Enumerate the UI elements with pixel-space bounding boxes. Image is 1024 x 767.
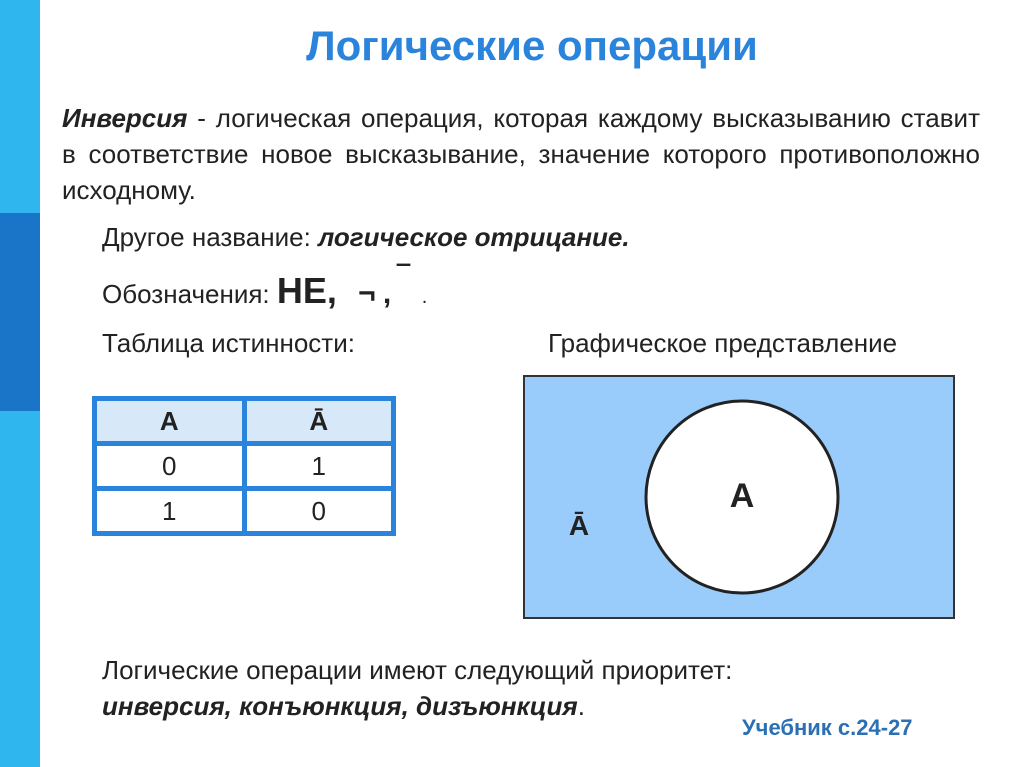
notation-line [102, 261, 428, 312]
table-row [95, 489, 394, 534]
venn-diagram [523, 375, 955, 619]
outside-label: Ā [568, 510, 590, 541]
negation-symbol: ¬ [358, 277, 376, 310]
priority-end: . [577, 691, 585, 721]
header-a: A [95, 399, 245, 444]
table-row [95, 444, 394, 489]
textbook-reference: Учебник с.24-27 [742, 715, 913, 740]
definition-term: Инверсия [62, 103, 188, 133]
circle-label: A [729, 477, 755, 515]
truth-table [92, 396, 396, 536]
other-name-line [102, 222, 630, 253]
graphic-label: Графическое представление [548, 328, 898, 358]
definition-text: - логическая операция, которая каждому высказыванию ставит в соответствие новое высказывание, значение которого противоположно исходному. [62, 103, 980, 205]
side-accent-highlight [0, 213, 40, 411]
other-name-value: логическое отрицание. [318, 222, 630, 252]
page-title: Логические операции [306, 22, 758, 69]
priority-line: Логические операции имеют следующий приоритет: [102, 655, 733, 685]
other-name-label: Другое название: [102, 222, 319, 252]
table-cell: 1 [244, 444, 394, 489]
notation-separator: , [382, 277, 392, 310]
priority-order: инверсия, конъюнкция, дизъюнкция [102, 691, 578, 721]
notation-ne: НЕ, [276, 270, 337, 311]
notation-dot: . [421, 286, 428, 308]
definition-paragraph [62, 100, 980, 208]
header-not-a: Ā [244, 399, 394, 444]
priority-text [102, 652, 732, 724]
priority-order-line [102, 688, 732, 724]
table-header-row [95, 399, 394, 444]
table-cell: 0 [244, 489, 394, 534]
overline-symbol: ‾ [398, 261, 409, 294]
table-cell: 0 [95, 444, 245, 489]
truth-table-label: Таблица истинности: [102, 328, 355, 358]
table-cell: 1 [95, 489, 245, 534]
notation-label: Обозначения: [102, 279, 277, 309]
